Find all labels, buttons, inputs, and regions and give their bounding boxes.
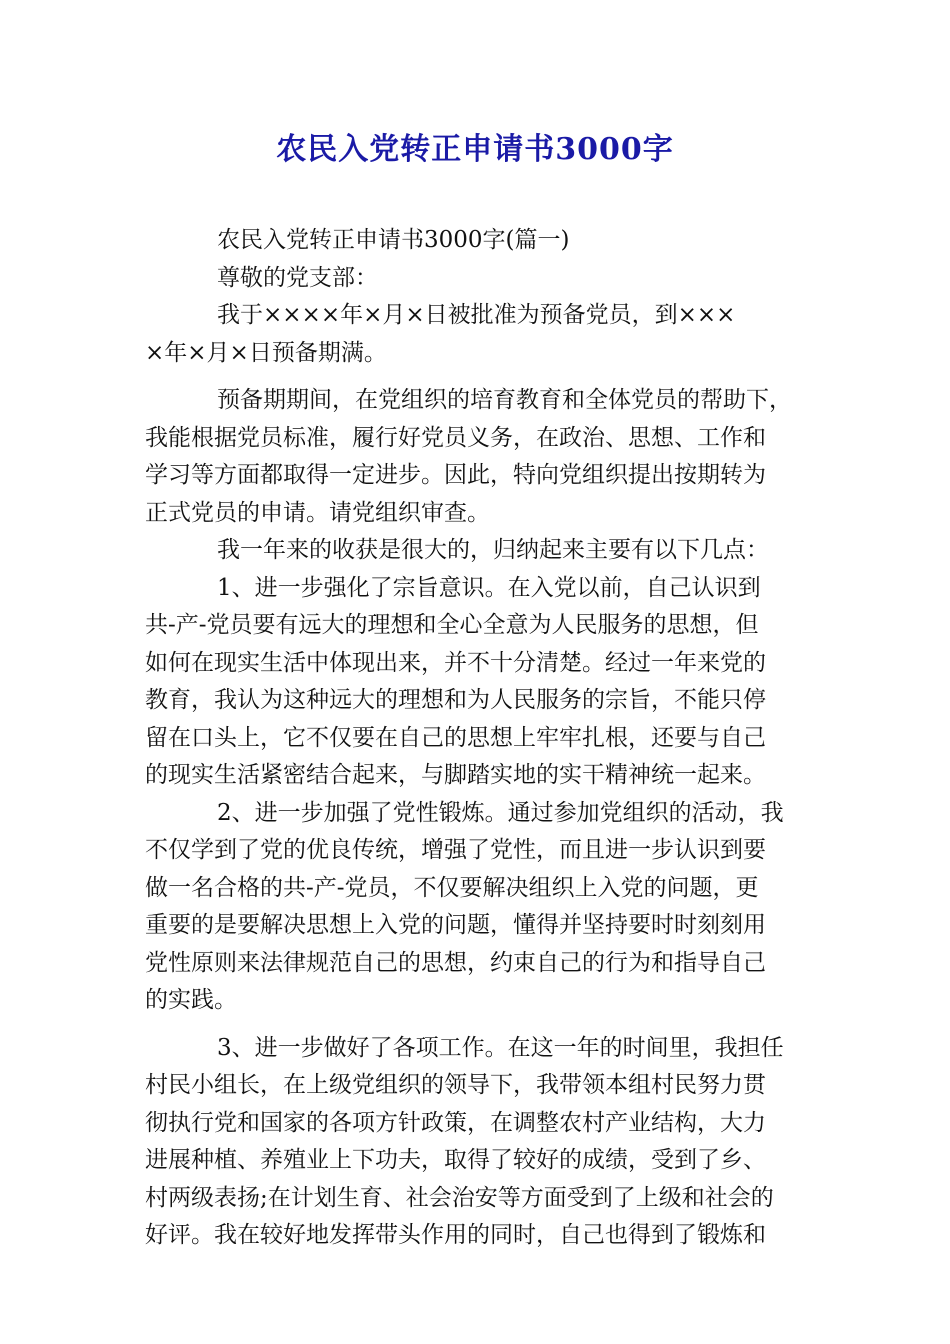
paragraph-line: 2、进一步加强了党性锻炼。通过参加党组织的活动，我 bbox=[217, 799, 784, 826]
paragraph-line: 3、进一步做好了各项工作。在这一年的时间里，我担任 bbox=[217, 1034, 784, 1061]
paragraph-line: 我于××××年×月×日被批准为预备党员，到××× bbox=[217, 302, 736, 328]
paragraph-line: 我一年来的收获是很大的，归纳起来主要有以下几点： bbox=[217, 537, 769, 563]
paragraph-line: 的现实生活紧密结合起来，与脚踏实地的实干精神统一起来。 bbox=[145, 762, 766, 788]
paragraph-line: 如何在现实生活中体现出来，并不十分清楚。经过一年来党的 bbox=[145, 649, 766, 676]
paragraph-line: 村两级表扬;在计划生育、社会治安等方面受到了上级和社会的 bbox=[145, 1184, 774, 1211]
salutation: 尊敬的党支部： bbox=[217, 264, 378, 291]
paragraph-line: 进展种植、养殖业上下功夫，取得了较好的成绩，受到了乡、 bbox=[145, 1147, 766, 1173]
paragraph-line: 做一名合格的共-产-党员，不仅要解决组织上入党的问题，更 bbox=[145, 874, 759, 901]
paragraph-line: 彻执行党和国家的各项方针政策，在调整农村产业结构，大力 bbox=[145, 1109, 766, 1136]
paragraph-line: 的实践。 bbox=[145, 987, 237, 1013]
paragraph-line: 党性原则来法律规范自己的思想，约束自己的行为和指导自己 bbox=[145, 949, 766, 976]
paragraph-line: 教育，我认为这种远大的理想和为人民服务的宗旨，不能只停 bbox=[145, 687, 766, 713]
paragraph-line: 村民小组长，在上级党组织的领导下，我带领本组村民努力贯 bbox=[145, 1072, 766, 1098]
document-title: 农民入党转正申请书3000字 bbox=[276, 132, 674, 167]
paragraph-line: 不仅学到了党的优良传统，增强了党性，而且进一步认识到要 bbox=[145, 837, 766, 863]
paragraph-line: 正式党员的申请。请党组织审查。 bbox=[145, 499, 490, 526]
paragraph-line: 留在口头上，它不仅要在自己的思想上牢牢扎根，还要与自己 bbox=[145, 724, 766, 751]
document-body bbox=[145, 222, 807, 1255]
paragraph-line: 学习等方面都取得一定进步。因此，特向党组织提出按期转为 bbox=[145, 462, 766, 488]
paragraph-line: 1、进一步强化了宗旨意识。在入党以前，自己认识到 bbox=[217, 574, 761, 601]
paragraph-line: 共-产-党员要有远大的理想和全心全意为人民服务的思想，但 bbox=[145, 612, 759, 638]
section-heading: 农民入党转正申请书3000字(篇一) bbox=[217, 227, 570, 253]
paragraph-line: 我能根据党员标准，履行好党员义务，在政治、思想、工作和 bbox=[145, 424, 766, 451]
paragraph-line: 重要的是要解决思想上入党的问题，懂得并坚持要时时刻刻用 bbox=[145, 912, 766, 938]
paragraph-line: 好评。我在较好地发挥带头作用的同时，自己也得到了锻炼和 bbox=[145, 1222, 766, 1248]
paragraph-line: ×年×月×日预备期满。 bbox=[145, 339, 387, 366]
paragraph-line: 预备期期间，在党组织的培育教育和全体党员的帮助下， bbox=[217, 387, 792, 413]
